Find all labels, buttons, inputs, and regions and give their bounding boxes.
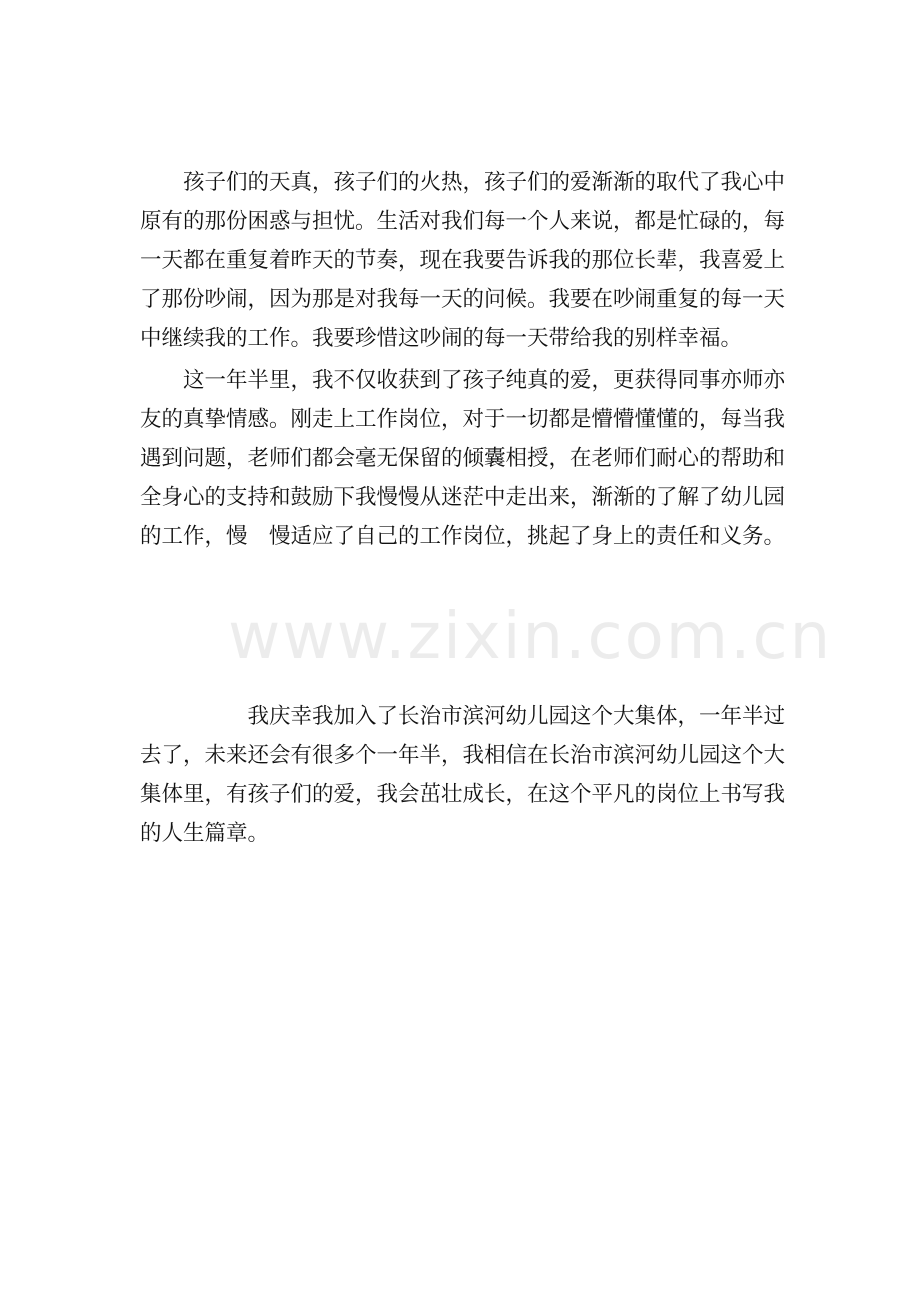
paragraph-conclusion [140, 697, 800, 853]
text-line: 我庆幸我加入了长治市滨河幼儿园这个大集体，一年半过 [140, 704, 786, 729]
text-line: 中继续我的工作。我要珍惜这吵闹的每一天带给我的别样幸福。 [140, 326, 743, 351]
paragraph-colleagues [140, 361, 800, 556]
watermark-text: www.zixin.com.cn [228, 600, 833, 674]
text-line: 孩子们的天真，孩子们的火热，孩子们的爱渐渐的取代了我心中 [140, 170, 786, 195]
text-line: 的工作，慢 慢适应了自己的工作岗位，挑起了身上的责任和义务。 [140, 524, 786, 549]
text-line: 去了，未来还会有很多个一年半，我相信在长治市滨河幼儿园这个大 [140, 743, 786, 768]
text-line: 这一年半里，我不仅收获到了孩子纯真的爱，更获得同事亦师亦 [140, 368, 786, 393]
text-line: 原有的那份困惑与担忧。生活对我们每一个人来说，都是忙碌的，每 [140, 209, 786, 234]
text-line: 了那份吵闹，因为那是对我每一天的问候。我要在吵闹重复的每一天 [140, 287, 786, 312]
paragraph-children-innocence [140, 163, 800, 358]
text-line: 一天都在重复着昨天的节奏，现在我要告诉我的那位长辈，我喜爱上 [140, 248, 786, 273]
text-line: 友的真挚情感。刚走上工作岗位，对于一切都是懵懵懂懂的，每当我 [140, 407, 786, 432]
text-line: 的人生篇章。 [140, 821, 270, 846]
text-line: 遇到问题，老师们都会毫无保留的倾囊相授，在老师们耐心的帮助和 [140, 446, 786, 471]
text-line: 全身心的支持和鼓励下我慢慢从迷茫中走出来，渐渐的了解了幼儿园 [140, 485, 786, 510]
text-line: 集体里，有孩子们的爱，我会茁壮成长，在这个平凡的岗位上书写我 [140, 782, 786, 807]
